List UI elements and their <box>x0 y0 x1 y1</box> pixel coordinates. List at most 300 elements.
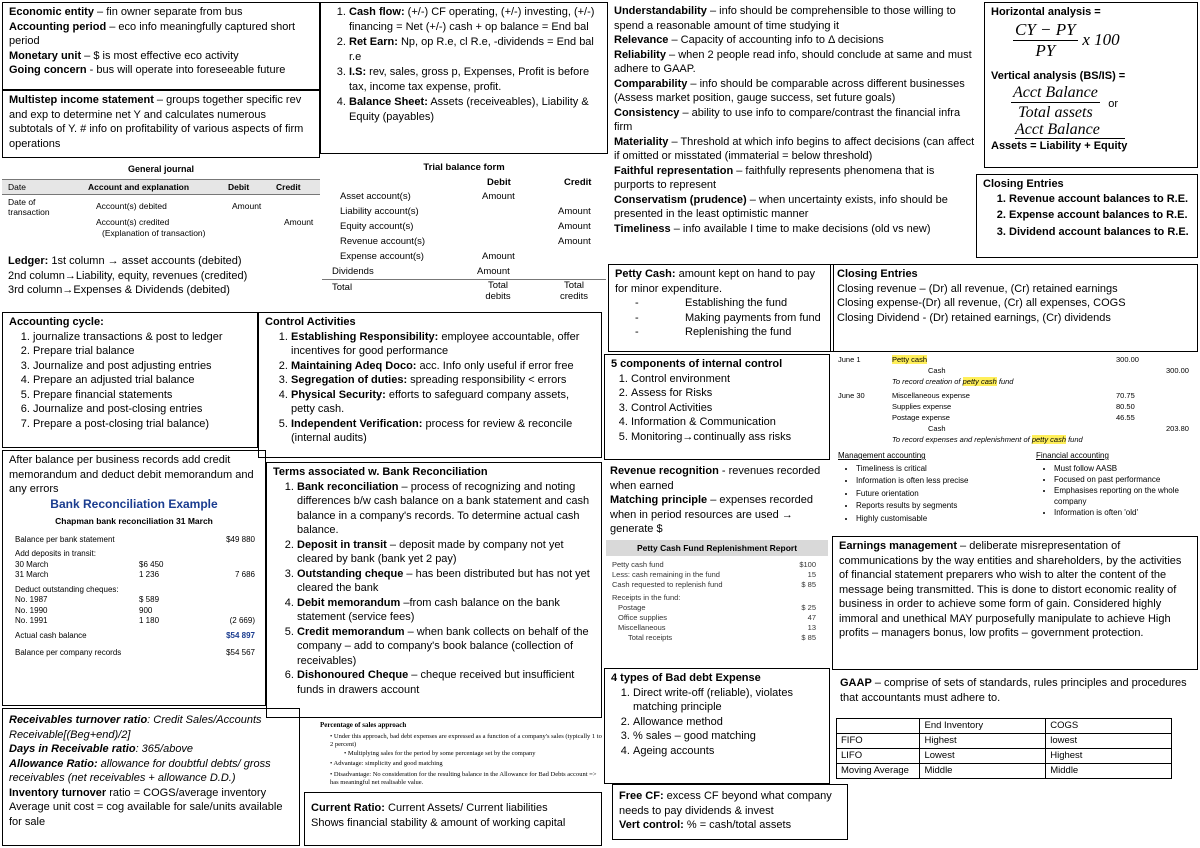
fin-item: • Focused on past performance <box>1054 474 1196 485</box>
principle-def: – when uncertainty exists, info should be presented in the least optimistic manner <box>614 193 948 220</box>
internal-control-box <box>604 354 830 460</box>
free-cf-box <box>612 784 848 840</box>
assumption-item <box>9 49 313 64</box>
revrec-def: - revenues recorded when earned <box>610 465 821 492</box>
bankrec-label: No. 1990 <box>15 605 48 615</box>
replenish-col1: $ 85 <box>801 633 816 642</box>
internal-title: 5 components of internal control <box>611 358 783 370</box>
replenish-row <box>612 593 822 603</box>
receivables-def: : Credit Sales/Accounts Receivable[(Beg+end)/2] <box>9 714 262 741</box>
principle-def: – info should be comprehensible to those willing to spend a reasonable amount of time studying it <box>614 5 956 32</box>
replenish-row <box>612 623 822 633</box>
trial-total-credits: Total credits <box>560 280 588 302</box>
replenish-row <box>612 613 822 623</box>
bankrec-col1: 900 <box>139 605 153 615</box>
bankrec-col1: 1 180 <box>139 616 160 625</box>
petty-journal-row <box>832 390 1198 401</box>
principle-term: Conservatism (prudence) <box>614 193 747 206</box>
journal-explanation: (Explanation of transaction) <box>102 228 206 238</box>
receivables-def: ratio = COGS/average inventory <box>106 786 267 799</box>
fs-def: rev, sales, gross p, Expenses, Profit is before tax, income tax expense, profit. <box>349 66 590 93</box>
receivables-item: Average unit cost = cog available for sale/units available for sale <box>9 801 283 828</box>
control-item <box>291 359 595 374</box>
bankrec-label: Actual cash balance <box>15 630 87 640</box>
baddebt-item: 2. Allowance method <box>633 715 823 730</box>
horizontal-multiplier: x 100 <box>1082 29 1120 49</box>
assumption-term: Economic entity <box>9 6 94 18</box>
vertical-label: Vertical analysis (BS/IS) = <box>991 69 1126 82</box>
terms-def: –from cash balance on the bank statement (service fees) <box>297 596 560 623</box>
principle-item <box>614 4 976 33</box>
terms-item <box>297 567 595 596</box>
principle-def: – ability to use info to compare/contrast the financial infra firm <box>614 106 961 133</box>
assumption-item <box>9 63 313 78</box>
replenish-col1: 13 <box>807 623 816 632</box>
pj-account <box>892 434 1083 445</box>
receivables-item <box>9 757 293 786</box>
revrec-item <box>610 464 826 493</box>
principle-def: – Threshold at which info begins to affect decisions (can affect if omitted or misstated (immaterial = below threshold) <box>614 135 975 162</box>
trial-credit-header: Credit <box>564 177 592 188</box>
control-activities-box <box>258 312 602 458</box>
trial-total: Total <box>332 282 353 293</box>
replenishment-report <box>606 540 828 666</box>
petty-steps <box>615 296 827 340</box>
fs-term: Balance Sheet: <box>349 96 428 108</box>
cycle-item: 4. Prepare an adjusted trial balance <box>33 373 251 388</box>
petty-cash-box <box>608 264 834 352</box>
trial-account: Asset account(s) <box>340 191 411 202</box>
replenish-label: Office supplies <box>618 613 668 622</box>
replenish-row <box>612 570 822 580</box>
current-l2: Shows financial stability & amount of working capital <box>311 816 566 829</box>
principle-def: – Capacity of accounting info to Δ decisions <box>668 34 884 46</box>
ledger-lines <box>8 254 314 298</box>
inv-row <box>837 749 1172 764</box>
trial-account: Liability account(s) <box>340 206 419 217</box>
pj-account: Postage expense <box>892 413 950 422</box>
pj-credit: 203.80 <box>1166 424 1189 433</box>
ledger-term: Ledger: <box>8 255 49 267</box>
assumption-def: - bus will operate into foreseeable future <box>86 64 286 76</box>
horizontal-numerator: CY − PY <box>1015 19 1076 39</box>
cycle-item: 6. Journalize and post-closing entries <box>33 402 251 417</box>
principle-def: – info should be comparable across different businesses (Assess market position, gauge success, set future goals) <box>614 77 965 104</box>
baddebt-item: 4. Ageing accounts <box>633 744 823 759</box>
fs-def: (+/-) CF operating, (+/-) investing, (+/-) financing = Net (+/-) cash + op balance = End bal <box>349 6 595 33</box>
terms-term: Dishonoured Cheque <box>297 669 409 681</box>
internal-list <box>611 372 823 445</box>
journal-col-debit: Debit <box>228 181 250 192</box>
control-term: Physical Security: <box>291 388 386 401</box>
principle-item <box>614 106 976 135</box>
mgmt-list <box>838 463 1028 526</box>
bankrec-row <box>9 549 259 560</box>
pj-date: June 30 <box>838 391 865 400</box>
bad-debt-box <box>604 668 830 784</box>
control-item <box>291 373 595 388</box>
terms-term: Bank reconciliation <box>297 480 399 493</box>
pj-account <box>892 376 1013 387</box>
pj-debit: 300.00 <box>1116 355 1139 364</box>
trial-credit: Amount <box>558 206 591 217</box>
principle-term: Understandability <box>614 5 707 17</box>
inv-header-cell <box>837 719 920 734</box>
replenish-label: Cash requested to replenish fund <box>612 580 723 589</box>
pj-text: fund <box>1066 435 1083 444</box>
control-item <box>291 417 595 446</box>
trial-dividends: Dividends <box>332 266 374 277</box>
fin-item: • Information is often 'old' <box>1054 507 1196 518</box>
pj-text: Petty cash <box>892 355 928 364</box>
control-term: Establishing Responsibility: <box>291 330 439 343</box>
bankrec-subtitle: Chapman bank reconciliation 31 March <box>55 516 213 526</box>
pct-sales-box <box>300 718 604 788</box>
bankrec-col2: 7 686 <box>234 570 255 579</box>
revrec-term: Revenue recognition <box>610 465 719 477</box>
replenish-label: Miscellaneous <box>618 623 666 632</box>
pj-account: Cash <box>928 366 946 375</box>
ledger-line: 3rd column→Expenses & Dividends (debited) <box>8 284 230 296</box>
petty-step-label: Making payments from fund <box>685 311 821 324</box>
replenish-label: Less: cash remaining in the fund <box>612 570 720 579</box>
bankrec-title: Bank Reconciliation Example <box>50 496 218 511</box>
bankrec-col2: $54 897 <box>226 630 255 640</box>
fin-col <box>1036 450 1196 518</box>
pj-account: Cash <box>928 424 946 433</box>
petty-step-label: Establishing the fund <box>685 297 788 309</box>
terms-def: – has been distributed but has not yet cleared the bank <box>297 567 590 594</box>
pct-line: • Under this approach, bad debt expenses are expressed as a function of a company's sales (typically 1 to 2 percent) <box>330 732 602 748</box>
trial-dividends-row <box>322 264 606 279</box>
fs-item <box>349 5 601 34</box>
vertical-denominator: Total assets <box>1018 104 1093 121</box>
principle-item <box>614 222 976 237</box>
principle-def: – faithfully represents phenomena that is purports to represent <box>614 164 935 191</box>
freecf-term: Vert control: <box>619 819 684 831</box>
freecf-def: excess CF beyond what company needs to pay dividends & invest <box>619 790 832 817</box>
replenish-col2: 15 <box>807 570 816 579</box>
trial-rows <box>322 189 606 264</box>
pct-line: • Multiplying sales for the period by some percentage set by the company <box>344 749 536 757</box>
cycle-item: 3. Journalize and post adjusting entries <box>33 359 251 374</box>
pj-account: Supplies expense <box>892 402 952 411</box>
revrec-term: Matching principle <box>610 494 708 506</box>
control-title: Control Activities <box>265 316 356 328</box>
principle-term: Faithful representation <box>614 164 734 177</box>
cycle-title: Accounting cycle: <box>9 316 104 328</box>
ledger-line <box>8 254 314 269</box>
replenish-row <box>612 580 822 590</box>
bankrec-row <box>9 631 259 642</box>
vertical-numerator: Acct Balance <box>1013 84 1098 101</box>
mgmt-item: • Future orientation <box>856 488 1028 501</box>
current-ratio-line <box>311 801 595 816</box>
bankrec-label: Balance per bank statement <box>15 534 115 544</box>
bankrec-rows <box>9 535 259 659</box>
control-term: Maintaining Adeq Doco: <box>291 359 417 372</box>
vertical-alt-numerator: Acct Balance <box>1015 122 1125 139</box>
revrec-item <box>610 493 826 537</box>
trial-account: Revenue account(s) <box>340 236 426 247</box>
petty-intro <box>615 267 827 296</box>
assumption-term: Monetary unit <box>9 49 82 62</box>
terms-item <box>297 480 595 538</box>
receivables-def: : 365/above <box>135 743 194 755</box>
bankrec-label: No. 1991 <box>15 616 48 625</box>
assumption-def: – fin owner separate from bus <box>93 6 243 18</box>
control-term: Independent Verification: <box>291 417 423 430</box>
receivables-list <box>9 713 293 829</box>
cycle-item: 1. journalize transactions & post to ledger <box>33 330 251 345</box>
mgmt-item: • Reports results by segments <box>856 500 1028 513</box>
fin-list <box>1036 463 1196 518</box>
inv-header-cell: End Inventory <box>920 719 1046 734</box>
bankrec-row <box>9 606 259 617</box>
bankrec-col2: (2 669) <box>229 616 255 625</box>
petty-step <box>615 296 827 311</box>
pj-text: petty cash <box>962 377 997 386</box>
replenish-col1: 47 <box>807 613 816 622</box>
trial-row <box>322 219 606 234</box>
trial-total-debits: Total debits <box>485 280 511 302</box>
receivables-def: allowance for doubtful debts/ gross receivables (net receivables + allowance D.D.) <box>9 757 271 784</box>
pct-line: • Advantage: simplicity and good matching <box>330 760 443 767</box>
petty-dash: - <box>635 311 639 324</box>
pj-debit: 46.55 <box>1116 413 1135 422</box>
inv-header-row <box>837 719 1172 734</box>
inv-cell: Middle <box>920 764 1046 779</box>
principle-item <box>614 193 976 222</box>
vertical-or: or <box>1108 97 1119 110</box>
multistep-box <box>2 90 320 158</box>
cycle-item: 7. Prepare a post-closing trial balance) <box>33 417 251 432</box>
closing2-title: Closing Entries <box>837 268 918 280</box>
bankrec-row <box>9 570 259 581</box>
mgmt-item: • Timeliness is critical <box>856 463 1028 476</box>
fs-def: Np, op R.e, cl R.e, -dividends = End bal r.e <box>349 36 594 63</box>
closing2-line: Closing revenue – (Dr) all revenue, (Cr) retained earnings <box>837 282 1118 295</box>
trial-dividends-amount: Amount <box>477 266 510 277</box>
fs-term: I.S: <box>349 66 367 78</box>
petty-dash: - <box>635 297 639 309</box>
bankrec-row <box>9 616 259 627</box>
terms-title: Terms associated w. Bank Reconciliation <box>273 466 488 478</box>
trial-account: Expense account(s) <box>340 251 424 262</box>
revenue-recognition-box <box>604 462 832 538</box>
inv-row <box>837 764 1172 779</box>
trial-title: Trial balance form <box>423 162 505 173</box>
trial-credit: Amount <box>558 236 591 247</box>
freecf-item <box>619 789 841 818</box>
control-list <box>265 330 595 446</box>
ledger-def: 1st column → asset accounts (debited) <box>48 255 242 267</box>
terms-item <box>297 538 595 567</box>
fin-title: Financial accounting <box>1036 451 1109 460</box>
bankrec-label: No. 1987 <box>15 595 48 604</box>
principle-item <box>614 164 976 193</box>
bankrec-row <box>9 648 259 659</box>
petty-def: amount kept on hand to pay for minor expenditure. <box>615 268 815 295</box>
control-def: efforts to safeguard company assets, petty cash. <box>291 388 570 415</box>
bankrec-label: 30 March <box>15 559 49 569</box>
after-balance-note: After balance per business records add credit memorandum and deduct debit memorandum and any errors <box>9 454 254 495</box>
baddebt-item: 3. % sales – good matching <box>633 729 823 744</box>
assumptions-list <box>9 5 313 78</box>
replenish-row <box>612 560 822 570</box>
petty-dash: - <box>635 326 639 338</box>
revrec-list <box>610 464 826 537</box>
pj-text: fund <box>996 377 1014 386</box>
cycle-list <box>9 330 251 432</box>
inv-cell: Lowest <box>920 749 1046 764</box>
freecf-item <box>619 818 841 833</box>
current-term: Current Ratio: <box>311 802 385 814</box>
journal-body <box>2 195 320 247</box>
bankrec-label: Balance per company records <box>15 648 122 657</box>
horizontal-formula <box>1013 20 1191 61</box>
terms-list <box>273 480 595 698</box>
trial-header <box>322 175 606 189</box>
terms-item <box>297 596 595 625</box>
trial-account: Equity account(s) <box>340 221 414 232</box>
petty-journal-row <box>832 412 1198 423</box>
bankrec-label: 31 March <box>15 570 49 579</box>
bankrec-row <box>9 585 259 596</box>
closing-entries-2-box <box>830 264 1198 352</box>
replenish-title: Petty Cash Fund Replenishment Report <box>606 540 828 556</box>
closing1-title: Closing Entries <box>983 178 1064 190</box>
inventory-table-box <box>836 718 1172 790</box>
pj-text: To record expenses and replenishment of <box>892 435 1032 444</box>
receivables-term: Inventory turnover <box>9 786 107 799</box>
gaap-def: – comprise of sets of standards, rules principles and procedures that accountants must adhere to. <box>840 677 1187 704</box>
revrec-def: – expenses recorded when in period resources are used → generate $ <box>610 494 813 535</box>
inv-header-cell: COGS <box>1046 719 1172 734</box>
closing-entries-box <box>976 174 1198 258</box>
accounting-cycle-box <box>2 312 258 448</box>
financial-statements-box <box>320 2 608 154</box>
bankrec-row <box>9 535 259 546</box>
pj-account: Miscellaneous expense <box>892 391 970 400</box>
current-def: Current Assets/ Current liabilities <box>384 802 548 814</box>
replenish-label: Receipts in the fund: <box>612 593 681 602</box>
replenish-row <box>612 633 822 643</box>
current-ratio-box <box>304 792 602 846</box>
freecf-list <box>619 789 841 833</box>
journal-col-date: Date <box>8 181 26 192</box>
mgmt-item: • Highly customisable <box>856 513 1028 526</box>
mgmt-item: • Information is often less precise <box>856 475 1028 488</box>
journal-credit-amount: Amount <box>284 217 314 227</box>
trial-total-row <box>322 279 606 302</box>
bankrec-col2: $54 567 <box>226 648 255 657</box>
petty-journal-row <box>832 365 1198 376</box>
inv-cell: LIFO <box>837 749 920 764</box>
horizontal-denominator: PY <box>1035 40 1056 60</box>
trial-credit: Amount <box>558 221 591 232</box>
assumption-def: – eco info meaningfully captured short period <box>9 20 296 47</box>
journal-debit-amount: Amount <box>232 201 262 211</box>
inv-cell: Middle <box>1046 764 1172 779</box>
inv-cell: Moving Average <box>837 764 920 779</box>
petty-step <box>615 311 827 326</box>
assumption-term: Accounting period <box>9 20 107 33</box>
replenish-label: Petty cash fund <box>612 560 664 569</box>
replenish-label: Postage <box>618 603 646 612</box>
closing2-line: Closing Dividend - (Dr) retained earnings, (Cr) dividends <box>837 311 1111 324</box>
baddebt-title: 4 types of Bad debt Expense <box>611 672 761 684</box>
journal-header-row <box>2 180 320 196</box>
petty-journal-row <box>832 423 1198 434</box>
receivables-item <box>9 713 293 742</box>
pct-title: Percentage of sales approach <box>320 721 407 729</box>
terms-def: – process of recognizing and noting differences b/w cash balance on a bank statement and cash balance in a company's records. To determine actual cash balance. <box>297 480 590 536</box>
pj-text: petty cash <box>1031 435 1066 444</box>
journal-debited: Account(s) debited <box>96 201 167 211</box>
analysis-box <box>984 2 1198 168</box>
control-term: Segregation of duties: <box>291 374 408 386</box>
principle-def: – when 2 people read info, should conclude at same and must adhere to GAAP. <box>614 48 972 75</box>
journal-col-credit: Credit <box>276 181 301 192</box>
closing1-item: 3. Dividend account balances to R.E. <box>1009 225 1191 240</box>
fs-def: Assets (receiveables), Liability & Equity (payables) <box>349 96 589 123</box>
trial-row <box>322 204 606 219</box>
control-item <box>291 388 595 417</box>
general-journal <box>2 162 320 252</box>
receivables-item <box>9 742 293 757</box>
inventory-table <box>836 718 1172 779</box>
petty-step <box>615 325 827 340</box>
bankrec-col1: $6 450 <box>139 559 164 569</box>
terms-item <box>297 668 595 697</box>
closing1-list <box>983 192 1191 240</box>
principle-def: – info available I time to make decisions (old vs new) <box>670 222 931 235</box>
fin-item: • Emphasises reporting on the whole company <box>1054 485 1196 507</box>
replenish-rows <box>606 556 828 647</box>
principles-list <box>614 4 976 236</box>
closing2-lines <box>837 282 1191 326</box>
bankrec-col2: $49 880 <box>226 534 255 544</box>
inv-cell: Highest <box>920 734 1046 749</box>
replenish-label: Total receipts <box>628 633 673 642</box>
bankrec-col1: $ 589 <box>139 595 160 604</box>
financial-statements-list <box>327 5 601 124</box>
control-item <box>291 330 595 359</box>
trial-row <box>322 249 606 264</box>
replenish-row <box>612 603 822 613</box>
control-def: spreading responsibility < errors <box>407 374 567 386</box>
ledger-box <box>2 252 320 308</box>
trial-debit-header: Debit <box>487 177 511 188</box>
closing1-item: 1. Revenue account balances to R.E. <box>1009 192 1191 207</box>
terms-term: Debit memorandum <box>297 596 401 609</box>
internal-item: 1. Control environment <box>631 372 823 387</box>
petty-step-label: Replenishing the fund <box>685 326 792 338</box>
petty-journal-row <box>832 401 1198 412</box>
trial-row <box>322 189 606 204</box>
earnings-term: Earnings management <box>839 540 957 552</box>
principle-term: Relevance <box>614 34 669 46</box>
horizontal-fraction <box>1013 20 1078 61</box>
principle-term: Materiality <box>614 135 669 148</box>
mgmt-col <box>838 450 1028 525</box>
terms-item <box>297 625 595 669</box>
pj-debit: 80.50 <box>1116 402 1135 411</box>
cycle-item: 2. Prepare trial balance <box>33 344 251 359</box>
cycle-item: 5. Prepare financial statements <box>33 388 251 403</box>
bankrec-col1: 1 236 <box>139 570 160 579</box>
